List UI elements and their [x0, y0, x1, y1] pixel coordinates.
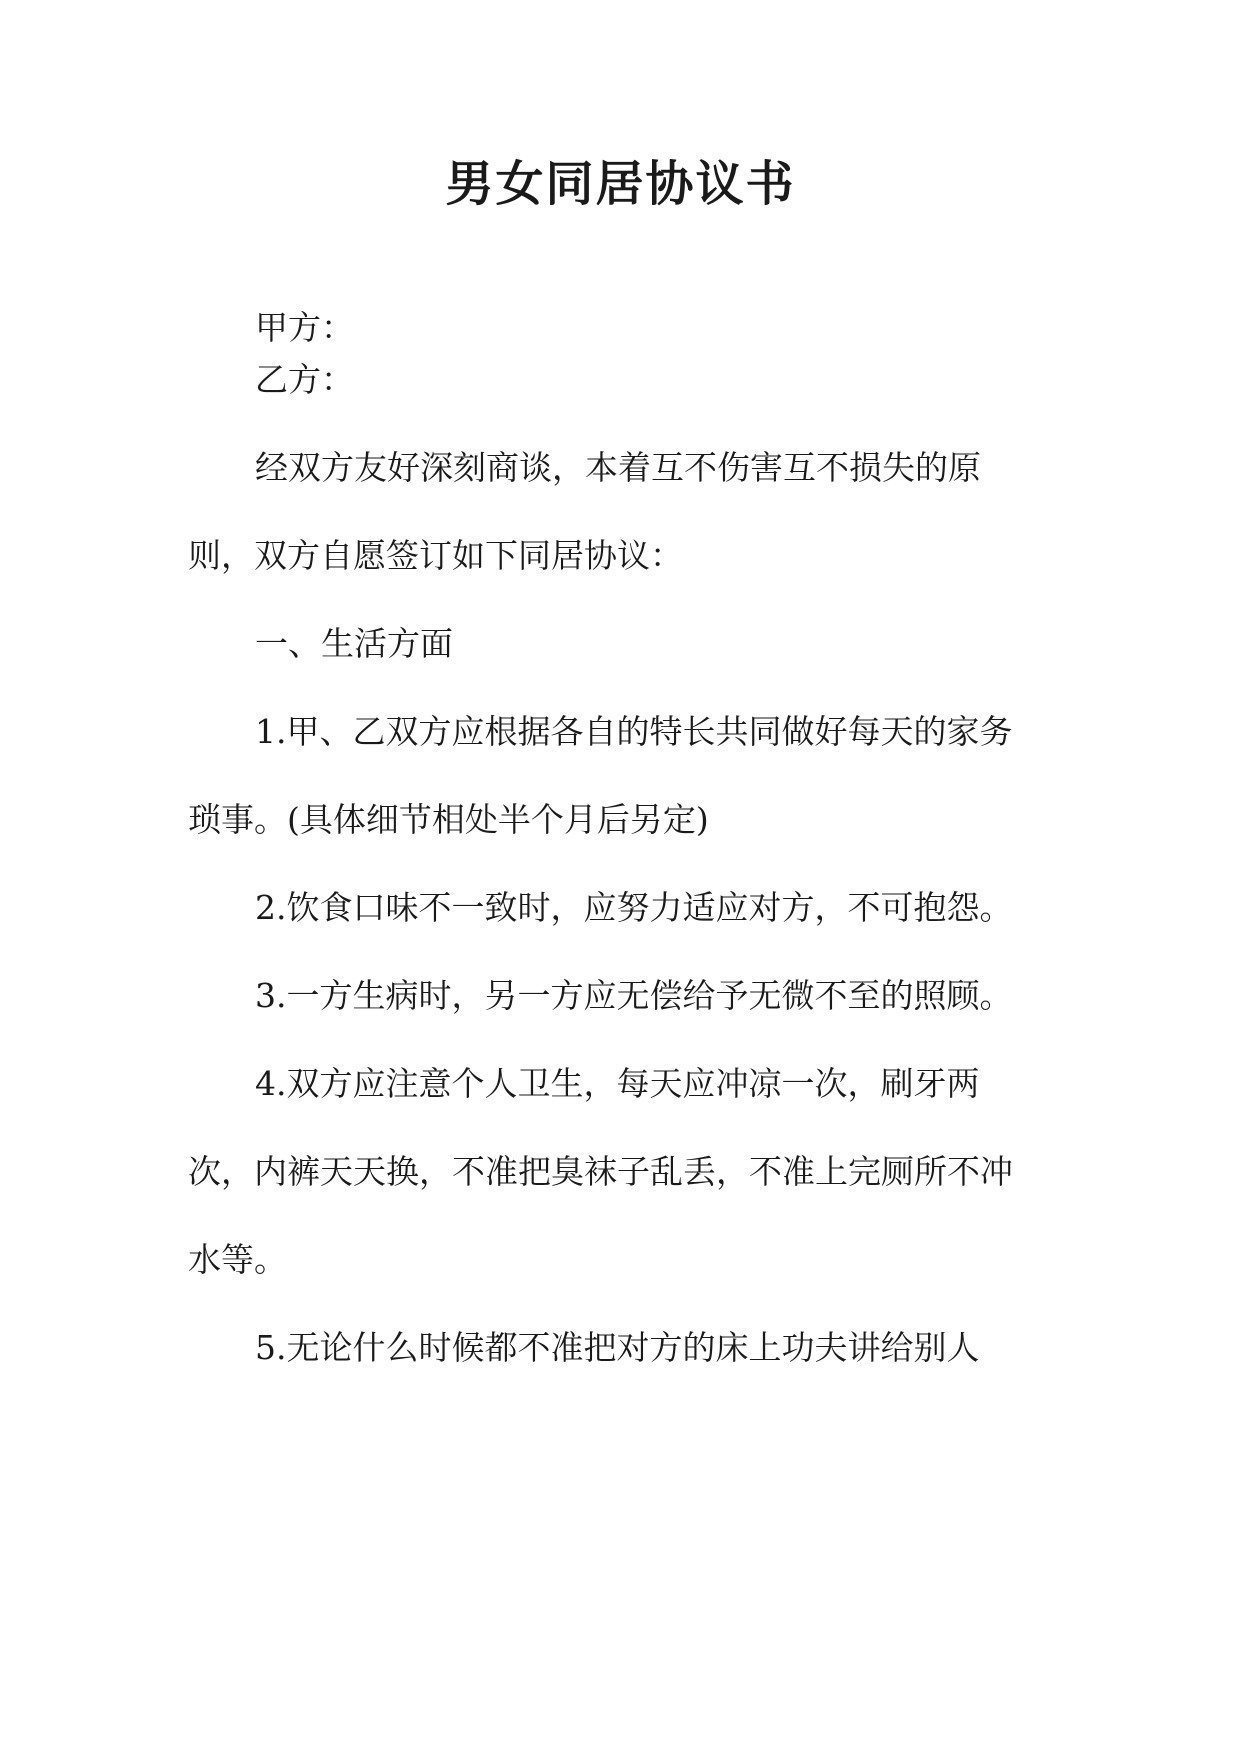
document-title: 男女同居协议书	[445, 156, 796, 212]
party-b-line: 乙方：	[255, 360, 354, 399]
clause-line: 3.一方生病时，另一方应无偿给予无微不至的照顾。	[255, 976, 1013, 1015]
clause-line: 1.甲、乙双方应根据各自的特长共同做好每天的家务	[255, 712, 1013, 751]
section-heading: 一、生活方面	[255, 624, 453, 663]
clause-line: 次，内裤天天换，不准把臭袜子乱丢，不准上完厕所不冲	[188, 1152, 1013, 1191]
paragraph-line: 经双方友好深刻商谈，本着互不伤害互不损失的原	[255, 448, 981, 487]
clause-line: 5.无论什么时候都不准把对方的床上功夫讲给别人	[255, 1328, 980, 1367]
party-a-line: 甲方：	[255, 308, 354, 347]
clause-line: 水等。	[188, 1240, 287, 1279]
clause-line: 琐事。(具体细节相处半个月后另定)	[188, 800, 709, 839]
clause-line: 4.双方应注意个人卫生，每天应冲凉一次，刷牙两	[255, 1064, 980, 1103]
paragraph-line: 则，双方自愿签订如下同居协议：	[188, 536, 683, 575]
clause-line: 2.饮食口味不一致时，应努力适应对方，不可抱怨。	[255, 888, 1013, 927]
